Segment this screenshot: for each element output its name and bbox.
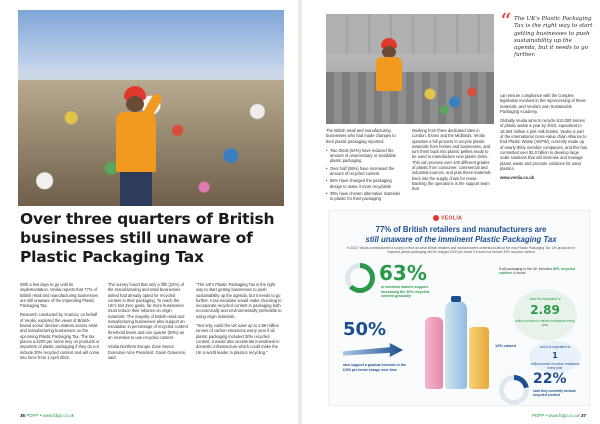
credit-link[interactable]: www.veolia.co.uk: [500, 175, 534, 181]
infographic-title: [339, 225, 583, 244]
right-footer: [532, 413, 586, 418]
right-page: [302, 0, 600, 424]
stat-1-unit: million tonnes of carbon emissions every year: [530, 362, 580, 370]
left-footer: [20, 413, 74, 418]
stat-1-pre: now it is equivalent to: [539, 345, 571, 349]
paragraph: Veolia Northern Europe Zone Senior Executive Vice President, Gavin Graveson, said:: [108, 344, 187, 360]
donut-63-icon: [345, 263, 375, 293]
paragraph: "The UK's Plastic Packaging Tax is the right way to start getting businesses to push sustainability up the agenda, but it needs to go further. A tax escalator would make choosing to incorporate recycled content in packaging both economically and environmentally preferable to using virgin materials.: [196, 282, 282, 319]
list-item: • 56% have changed the packaging design to make it more recyclable: [326, 178, 404, 189]
stat-289: 2.89: [530, 303, 560, 317]
right-column-2: [412, 128, 492, 196]
infographic-title-line2: still unaware of the imminent Plastic Packaging Tax: [365, 234, 557, 244]
paragraph: Globally Veolia aims to recycle 610,000 tonnes of plastic waste a year by 2023, equivalent to 16,064 million 4 pint milk bottles. Veolia is part of the international cross-value chain Alliance to End Plastic Waste (AEPW), currently made up of nearly thirty member companies, and this has committed over $1.0 billion to develop large scale solutions that will minimise and manage plastic waste and promote solutions for used plastics.: [500, 118, 588, 171]
page-number: 36: [20, 413, 26, 418]
infographic: [328, 210, 590, 406]
stat-50-caption: also support a gradual increase in the £200 per tonne charge over time: [343, 363, 407, 372]
paragraph: can ensure compliance with the complex legislation involved in the reprocessing of these materials, and Veolia's own Sustainable Packaging Academy.: [500, 93, 586, 114]
list-item: • Two thirds (64%) have reduced the amount of unnecessary or avoidable plastic packaging: [326, 148, 404, 164]
veolia-logo-icon: [433, 215, 439, 221]
stat-13-label: 13% raised: [495, 343, 516, 348]
left-column-2: [108, 282, 188, 364]
paragraph: With a few days to go until its implementation, Veolia reports that 77% of British retail and manufacturing businesses are still unaware of the impending Plastic Packaging Tax.: [20, 282, 99, 309]
left-column-3: [196, 282, 282, 359]
left-column-1: [20, 282, 100, 364]
list-item: • Over half (58%) have increased the amount of recycled content: [326, 166, 404, 177]
bullet-list: [326, 148, 404, 202]
paragraph: Research conducted by YouGov, on behalf of Veolia, explored the views of British-based senior decision makers across retail and manufacturing businesses on the upcoming Plastic Packaging Tax. The tax places a £200 per tonne levy on products or importers of plastic packaging if they do not include 30% recycled content and will come into force from 1 April 2022.: [20, 312, 100, 360]
right-column-3: [500, 93, 588, 184]
stat-289-bubble: [513, 289, 577, 341]
infographic-subtitle: In 2022, Veolia commissioned a survey to find out what British retailers and manufacturers understood about the new Plastic Packaging Tax. UK-produced or imported plastic packaging will be charged £200 per tonne if it does not include 30% recycled content: [346, 246, 576, 255]
article-headline: Over three quarters of British businesses still unaware of Plastic Packaging Tax: [20, 210, 275, 266]
plastic-bottles-illustration: [421, 297, 493, 391]
stat-289-pre: save the equivalent of: [529, 297, 561, 301]
stat-22-caption: said they currently include recycled content: [533, 389, 576, 398]
photo-sorting-line-worker: [326, 14, 494, 124]
footer-site: PDPP • www.fdpp.co.uk: [26, 413, 75, 418]
stat-1: 1: [552, 351, 558, 360]
paragraph: Working from three dedicated sites in London, Essex and the Midlands, Veolia operates a full process to recycle plastic materials from homes and businesses, and turn them back into plastic pellets ready to be used to manufacture new plastic items. This can process over 100 different grades of plastic from consumer, commercial and industrial sources, and puts these materials back into the supply chain for reuse. Backing the operations is the support team that: [412, 128, 491, 192]
infographic-title-line1: 77% of British retailers and manufacturers are: [375, 225, 547, 234]
donut-22-icon: [499, 375, 529, 405]
stat-1-bubble: [529, 341, 581, 373]
hero-photo-recycling-worker: [18, 10, 284, 206]
paragraph: The survey found that only a fifth (22%) of the manufacturing and retail businesses asked had already opted for recycled content in their packaging. To reach the UK's Net Zero goals, far more businesses must reduce their reliance on virgin materials. The majority of British retail and manufacturing businesses also support an escalation in percentage of recycled content threshold levels and one quarter (50%) as an incentive to use recycled content.: [108, 282, 188, 340]
rising-arrow-icon: [343, 343, 403, 357]
carbon-savings-intro: If all packaging in the UK included 30% recycled content, it would: [499, 267, 575, 276]
page-number: 37: [580, 413, 586, 418]
left-page: [0, 0, 298, 424]
stat-63: 63%: [379, 261, 427, 285]
quote-mark-icon: “: [500, 10, 512, 35]
stat-63-caption: of decision makers support increasing the 30% recycled content gradually: [381, 285, 430, 299]
footer-site: PDPP • www.fdpp.co.uk: [531, 413, 580, 418]
paragraph: The British retail and manufacturing businesses who had made changes to their plastic packaging reported:: [326, 128, 396, 144]
list-item: • 39% have chosen alternative materials to plastic for their packaging: [326, 191, 404, 202]
stat-22: 22%: [533, 371, 567, 387]
stat-289-unit: million tonnes of carbon emissions every year: [515, 319, 575, 327]
right-column-1: [326, 128, 404, 204]
paragraph: "Not only could the UK save up to 2.89 million tonnes of carbon emissions every year if all plastic packaging included 30% recycled content, it would also accelerate investment in domestic infrastructure which could make the UK a world leader in plastics recycling.": [196, 323, 280, 355]
pull-quote: The UK's Plastic Packaging Tax is the right way to start getting businesses to push sustainability up the agenda, but it needs to go further.: [514, 16, 593, 59]
stat-50: 50%: [343, 319, 387, 340]
veolia-logo: VEOLIA: [433, 215, 462, 221]
